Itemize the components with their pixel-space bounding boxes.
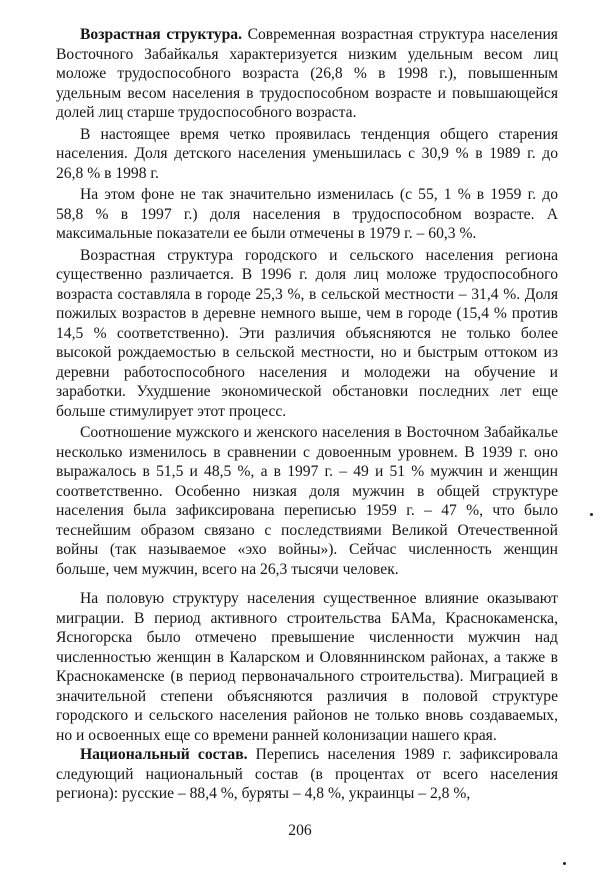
paragraph: Соотношение мужского и женского населения в Восточном Забайкалье несколько изменилось в сравнении с довоенным уровнем. В 1939 г. оно выражалось в 51,5 и 48,5 %, а в 1997 г. – 49 и 51 % мужчин и женщин соответственно. Особенно низкая доля мужчин в общей структуре населения была зафиксирована переписью 1959 г. – 47 %, что было теснейшим образом связано с последствиями Великой Отечественной войны (так называемое «эхо войны»). Сейчас численность женщин больше, чем мужчин, всего на 26,3 тысячи человек. (56, 424, 558, 578)
section-heading-age: Возрастная структура. (80, 26, 242, 43)
paragraph: На половую структуру населения существенное влияние оказывают миграции. В период активного строительства БАМа, Краснокаменска, Ясногорска было отмечено превышение численности мужчин над численностью женщин в Каларском и Оловяннинском районах, а также в Краснокаменске (в период первоначального строительства). Миграцией в значительной степени объясняются различия в половой структуре городского и сельского населения районов не только вновь создаваемых, но и освоенных еще со времени ранней колонизации нашего края. (56, 590, 558, 744)
paragraph-text: Перепись населения 1989 г. зафиксировала следующий национальный состав (в процентах от всего населения региона): русские – 88,4 %, буряты – 4,8 %, украинцы – 2,8 %, (56, 746, 558, 802)
paragraph: На этом фоне не так значительно изменилась (с 55, 1 % в 1959 г. до 58,8 % в 1997 г.) доля населения в трудоспособном возрасте. А максимальные показатели ее были отмечены в 1979 г. – 60,3 %. (56, 186, 558, 242)
section-heading-national: Национальный состав. (80, 746, 248, 763)
body-text (56, 25, 558, 806)
paragraph: Возрастная структура городского и сельского населения региона существенно различается. В 1996 г. доля лиц моложе трудоспособного возраста составляла в городе 25,3 %, в сельской местности – 31,4 %. Доля пожилых возрастов в деревне немного выше, чем в городе (15,4 % против 14,5 % соответственно). Эти различия объясняются не только более высокой рождаемостью в сельской местности, но и быстрым оттоком из деревни работоспособного населения и молодежи на обучение и заработки. Ухудшение экономической обстановки последних лет еще больше стимулирует этот процесс. (56, 246, 558, 420)
paragraph: В настоящее время четко проявилась тенденция общего старения населения. Доля детского населения уменьшилась с 30,9 % в 1989 г. до 26,8 % в 1998 г. (56, 125, 558, 182)
paragraph-text: Современная возрастная структура населения Восточного Забайкалья характеризуется низким удельным весом лиц моложе трудоспособного возраста (26,8 % в 1998 г.), повышенным удельным весом населения в трудоспособном возрасте и повышающейся долей лиц старше трудоспособного возраста. (56, 26, 558, 121)
paragraph-national-composition (56, 745, 558, 804)
scan-speck (590, 513, 593, 516)
paragraph-age-structure (56, 25, 558, 123)
page-number: 206 (288, 822, 312, 839)
scan-speck (563, 862, 566, 865)
